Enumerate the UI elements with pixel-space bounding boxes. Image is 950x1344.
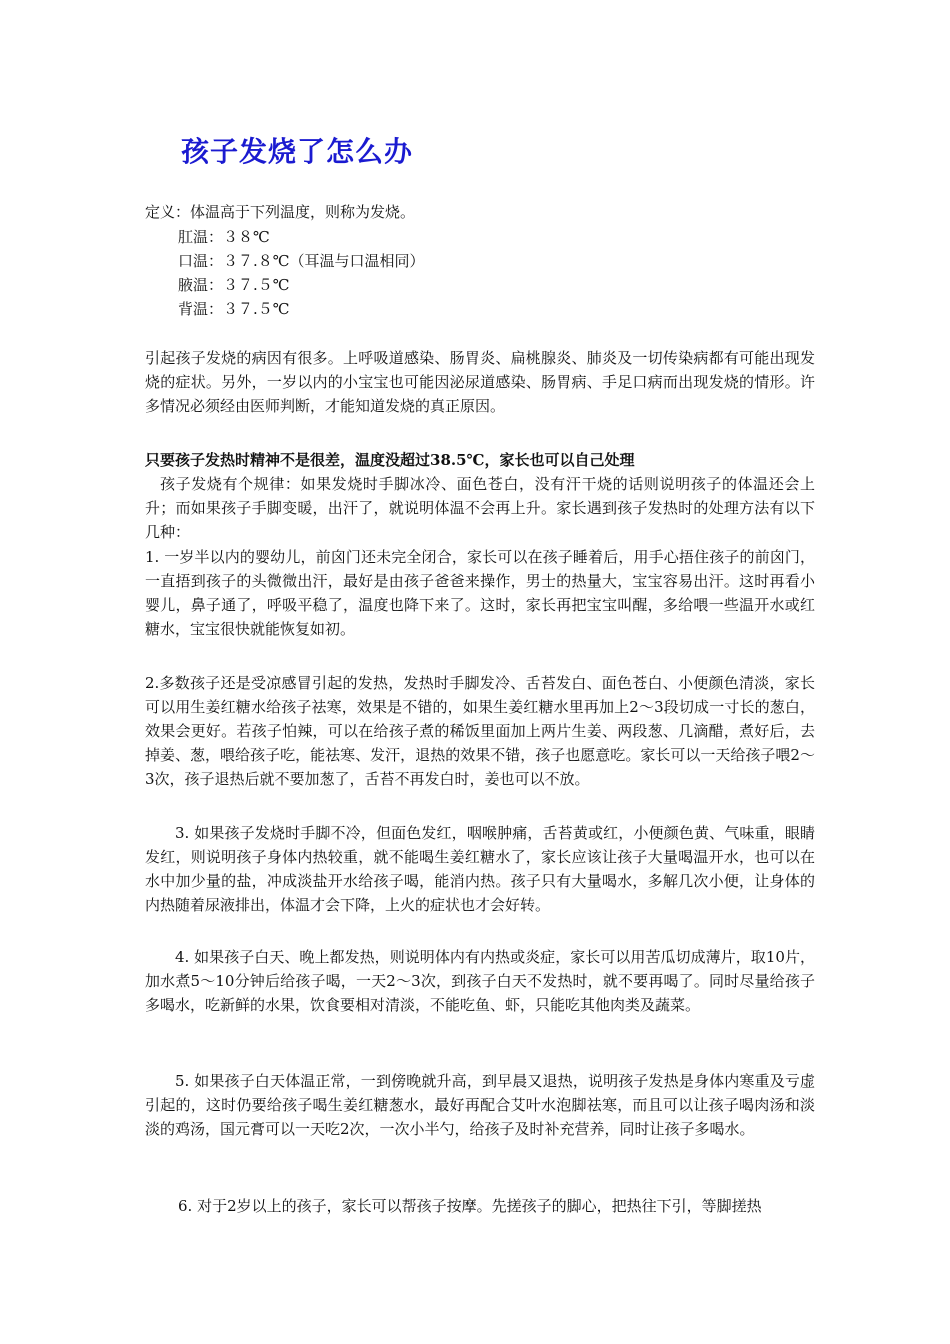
method-1-paragraph: 1. 一岁半以内的婴幼儿，前囟门还未完全闭合，家长可以在孩子睡着后，用手心捂住孩子的前囟门，一直捂到孩子的头微微出汗，最好是由孩子爸爸来操作，男士的热量大，宝宝容易出汗。这时再看小婴儿，鼻子通了，呼吸平稳了，温度也降下来了。这时，家长再把宝宝叫醒，多给喂一些温开水或红糖水，宝宝很快就能恢复如初。: [145, 548, 815, 638]
rule-paragraph: 孩子发烧有个规律：如果发烧时手脚冰冷、面色苍白，没有汗干烧的话则说明孩子的体温还会上升；而如果孩子手脚变暖，出汗了，就说明体温不会再上升。家长遇到孩子发热时的处理方法有以下几种：: [145, 475, 815, 541]
page-title: 孩子发烧了怎么办: [181, 135, 414, 168]
causes-paragraph: 引起孩子发烧的病因有很多。上呼吸道感染、肠胃炎、扁桃腺炎、肺炎及一切传染病都有可能出现发烧的症状。另外，一岁以内的小宝宝也可能因泌尿道感染、肠胃病、手足口病而出现发烧的情形。许多情况必须经由医师判断，才能知道发烧的真正原因。: [145, 349, 815, 415]
definition-item-axillary: 腋温：３７.５℃: [178, 276, 290, 294]
section-heading: 只要孩子发热时精神不是很差，温度没超过38.5℃，家长也可以自己处理: [145, 451, 635, 469]
definition-item-rectal: 肛温：３８℃: [178, 228, 270, 246]
definition-intro: 定义：体温高于下列温度，则称为发烧。: [145, 203, 416, 221]
method-6-paragraph: 6. 对于2岁以上的孩子，家长可以帮孩子按摩。先搓孩子的脚心，把热往下引，等脚搓热: [178, 1197, 762, 1215]
method-5-paragraph: 5. 如果孩子白天体温正常，一到傍晚就升高，到早晨又退热，说明孩子发热是身体内寒重及亏虚引起的，这时仍要给孩子喝生姜红糖葱水，最好再配合艾叶水泡脚祛寒，而且可以让孩子喝肉汤和淡淡的鸡汤，国元膏可以一天吃2次，一次小半勺，给孩子及时补充营养，同时让孩子多喝水。: [145, 1072, 815, 1138]
method-4-paragraph: 4. 如果孩子白天、晚上都发热，则说明体内有内热或炎症，家长可以用苦瓜切成薄片，取10片，加水煮5～10分钟后给孩子喝，一天2～3次，到孩子白天不发热时，就不要再喝了。同时尽量给孩子多喝水，吃新鲜的水果，饮食要相对清淡，不能吃鱼、虾，只能吃其他肉类及蔬菜。: [145, 948, 815, 1014]
method-2-paragraph: 2.多数孩子还是受凉感冒引起的发热，发热时手脚发冷、舌苔发白、面色苍白、小便颜色清淡，家长可以用生姜红糖水给孩子祛寒，效果是不错的，如果生姜红糖水里再加上2～3段切成一寸长的葱白，效果会更好。若孩子怕辣，可以在给孩子煮的稀饭里面加上两片生姜、两段葱、几滴醋，煮好后，去掉姜、葱，喂给孩子吃，能祛寒、发汗，退热的效果不错，孩子也愿意吃。家长可以一天给孩子喂2～3次，孩子退热后就不要加葱了，舌苔不再发白时，姜也可以不放。: [145, 674, 815, 788]
definition-item-back: 背温：３７.５℃: [178, 300, 290, 318]
definition-item-oral: 口温：３７.８℃（耳温与口温相同）: [178, 252, 425, 270]
method-3-paragraph: 3. 如果孩子发烧时手脚不冷，但面色发红，咽喉肿痛，舌苔黄或红，小便颜色黄、气味重，眼睛发红，则说明孩子身体内热较重，就不能喝生姜红糖水了，家长应该让孩子大量喝温开水，也可以在水中加少量的盐，冲成淡盐开水给孩子喝，能消内热。孩子只有大量喝水，多解几次小便，让身体的内热随着尿液排出，体温才会下降，上火的症状也才会好转。: [145, 824, 815, 914]
